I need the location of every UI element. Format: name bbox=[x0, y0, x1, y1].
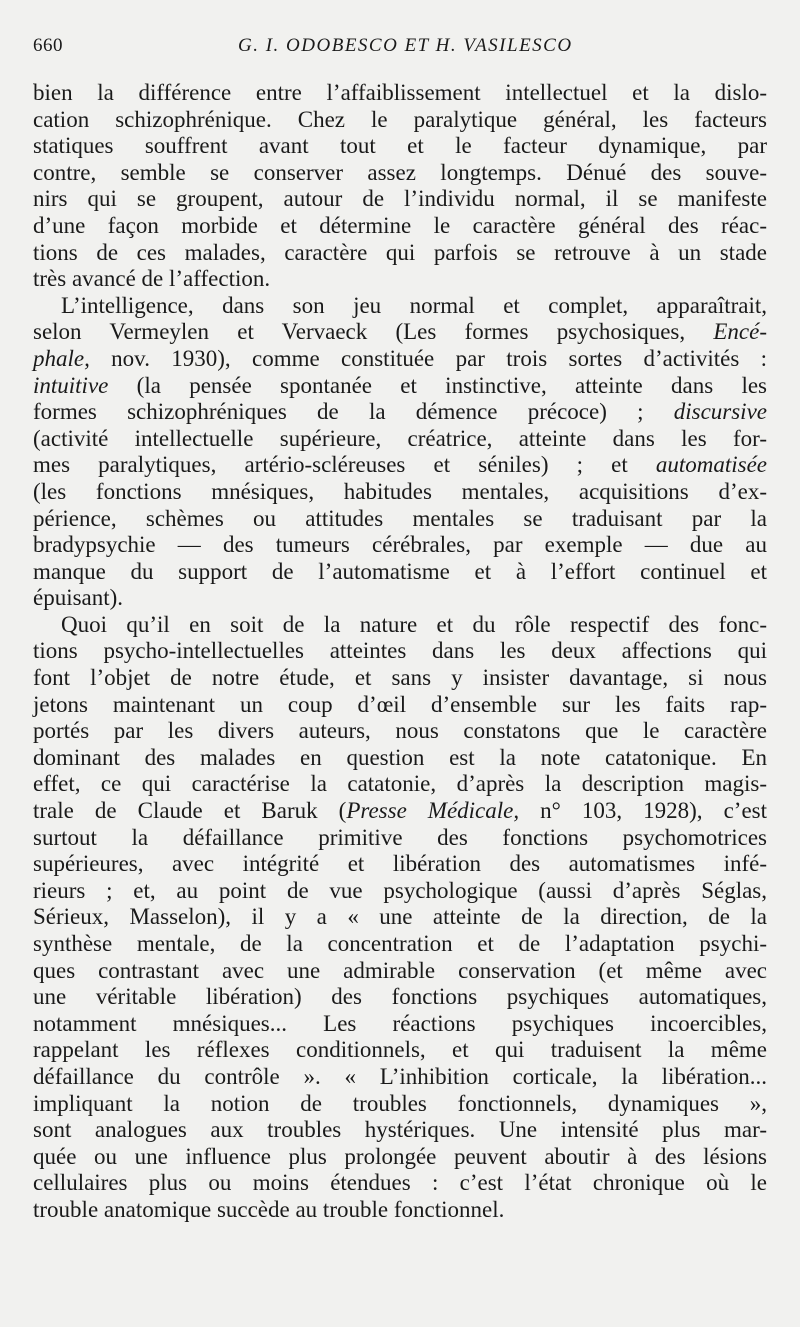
text-run: tions psycho-intellectuelles atteintes dans les deux affections qui bbox=[33, 638, 767, 664]
text-line: très avancé de l’affection. bbox=[33, 266, 271, 292]
text-run: effet, ce qui caractérise la catatonie, d’après la description magis- bbox=[33, 771, 767, 797]
text-line bbox=[33, 1117, 767, 1144]
text-run: notamment mnésiques... Les réactions psychiques incoercibles, bbox=[33, 1010, 767, 1036]
text-line bbox=[33, 851, 767, 878]
text-line bbox=[33, 532, 767, 559]
text-run: nov. 1930), comme constituée par trois sortes d’activités : bbox=[89, 345, 767, 371]
journal-title: Presse Médicale, bbox=[346, 798, 520, 824]
text-line bbox=[33, 399, 767, 426]
text-run: bradypsychie — des tumeurs cérébrales, par exemple — due au bbox=[33, 532, 767, 558]
text-line bbox=[33, 904, 767, 931]
text-run: impliquant la notion de troubles fonctionnels, dynamiques », bbox=[33, 1090, 767, 1116]
text-line bbox=[33, 452, 767, 479]
text-line bbox=[33, 1091, 767, 1118]
text-line bbox=[33, 293, 767, 320]
text-run: font l’objet de notre étude, et sans y insister davantage, si nous bbox=[33, 665, 767, 691]
text-run: cellulaires plus ou moins étendues : c’est l’état chronique où le bbox=[33, 1170, 767, 1196]
text-line bbox=[33, 506, 767, 533]
text-run: Quoi qu’il en soit de la nature et du rôle respectif des fonc- bbox=[61, 611, 767, 637]
text-line bbox=[33, 1037, 767, 1064]
text-run: une véritable libération) des fonctions psychiques automatiques, bbox=[33, 984, 767, 1010]
body-text bbox=[33, 80, 767, 1224]
text-run: jetons maintenant un coup d’œil d’ensemble sur les faits rap- bbox=[33, 691, 767, 717]
text-run: (activité intellectuelle supérieure, créatrice, atteinte dans les for- bbox=[33, 425, 767, 451]
text-run: ques contrastant avec une admirable conservation (et même avec bbox=[33, 957, 767, 983]
text-line bbox=[33, 1144, 767, 1171]
text-line bbox=[33, 745, 767, 772]
text-run: manque du support de l’automatisme et à l’effort continuel et bbox=[33, 558, 767, 584]
text-run: sont analogues aux troubles hystériques. Une intensité plus mar- bbox=[33, 1117, 767, 1143]
journal-title: Encé- bbox=[713, 319, 767, 345]
text-run: surtout la défaillance primitive des fonctions psychomotrices bbox=[33, 824, 767, 850]
text-run: mes paralytiques, artério-scléreuses et séniles) ; et bbox=[33, 452, 656, 478]
term-discursive: discursive bbox=[673, 399, 767, 425]
text-line bbox=[33, 373, 767, 400]
text-run: formes schizophréniques de la démence précoce) ; bbox=[33, 399, 674, 425]
text-run: épuisant). bbox=[33, 585, 124, 611]
text-run: quée ou une influence plus prolongée peuvent aboutir à des lésions bbox=[33, 1143, 767, 1169]
text-line bbox=[33, 638, 767, 665]
text-line bbox=[33, 665, 767, 692]
text-line bbox=[33, 1170, 767, 1197]
text-run: L’intelligence, dans son jeu normal et complet, apparaîtrait, bbox=[61, 292, 767, 318]
text-line bbox=[33, 958, 767, 985]
journal-title: phale, bbox=[33, 345, 90, 371]
text-run: trale de Claude et Baruk ( bbox=[33, 798, 347, 824]
running-head: G. I. ODOBESCO ET H. VASILESCO bbox=[238, 35, 573, 56]
text-line bbox=[33, 319, 767, 346]
text-run: périence, schèmes ou attitudes mentales se traduisant par la bbox=[33, 505, 767, 531]
paragraph-3 bbox=[33, 612, 767, 1224]
text-run: portés par les divers auteurs, nous constatons que le caractère bbox=[33, 718, 767, 744]
text-line: tions de ces malades, caractère qui parfois se retrouve à un stade bbox=[33, 239, 767, 265]
text-line bbox=[33, 718, 767, 745]
paragraph-1 bbox=[33, 80, 767, 293]
text-line bbox=[33, 1197, 767, 1224]
text-line bbox=[33, 771, 767, 798]
text-line bbox=[33, 984, 767, 1011]
text-run: rieurs ; et, au point de vue psychologique (aussi d’après Séglas, bbox=[33, 877, 767, 903]
text-run: défaillance du contrôle ». « L’inhibition corticale, la libération... bbox=[33, 1063, 767, 1089]
text-line: statiques souffrent avant tout et le facteur dynamique, par bbox=[33, 133, 767, 159]
text-line bbox=[33, 559, 767, 586]
text-line bbox=[33, 612, 767, 639]
text-run: n° 103, 1928), c’est bbox=[519, 798, 767, 824]
text-line bbox=[33, 692, 767, 719]
text-line bbox=[33, 931, 767, 958]
text-run: rappelant les réflexes conditionnels, et qui traduisent la même bbox=[33, 1037, 767, 1063]
term-intuitive: intuitive bbox=[33, 372, 109, 398]
text-line bbox=[33, 1011, 767, 1038]
text-line bbox=[33, 346, 767, 373]
text-run: selon Vermeylen et Vervaeck (Les formes psychosiques, bbox=[33, 319, 714, 345]
text-run: (la pensée spontanée et instinctive, atteinte dans les bbox=[108, 372, 767, 398]
text-run: dominant des malades en question est la note catatonique. En bbox=[33, 744, 767, 770]
text-run: trouble anatomique succède au trouble fonctionnel. bbox=[33, 1196, 505, 1222]
text-line: bien la différence entre l’affaiblissement intellectuel et la dislo- bbox=[33, 80, 767, 105]
paragraph-2 bbox=[33, 293, 767, 612]
text-line: d’une façon morbide et détermine le caractère général des réac- bbox=[33, 212, 767, 238]
text-line: cation schizophrénique. Chez le paralytique général, les facteurs bbox=[33, 106, 767, 132]
text-run: Sérieux, Masselon), il y a « une atteinte de la direction, de la bbox=[33, 904, 767, 930]
text-run: supérieures, avec intégrité et libération des automatismes infé- bbox=[33, 851, 767, 877]
text-line: nirs qui se groupent, autour de l’individu normal, il se manifeste bbox=[33, 186, 767, 212]
page-header bbox=[33, 34, 767, 62]
text-line: contre, semble se conserver assez longtemps. Dénué des souve- bbox=[33, 159, 767, 185]
text-line bbox=[33, 585, 767, 612]
text-line bbox=[33, 878, 767, 905]
text-line bbox=[33, 426, 767, 453]
text-line bbox=[33, 798, 767, 825]
text-run: synthèse mentale, de la concentration et de l’adaptation psychi- bbox=[33, 931, 767, 956]
text-run: (les fonctions mnésiques, habitudes mentales, acquisitions d’ex- bbox=[33, 478, 767, 504]
term-automatisee: automatisée bbox=[655, 452, 767, 478]
text-line bbox=[33, 825, 767, 852]
page-number: 660 bbox=[33, 35, 63, 56]
text-line bbox=[33, 479, 767, 506]
text-line bbox=[33, 1064, 767, 1091]
